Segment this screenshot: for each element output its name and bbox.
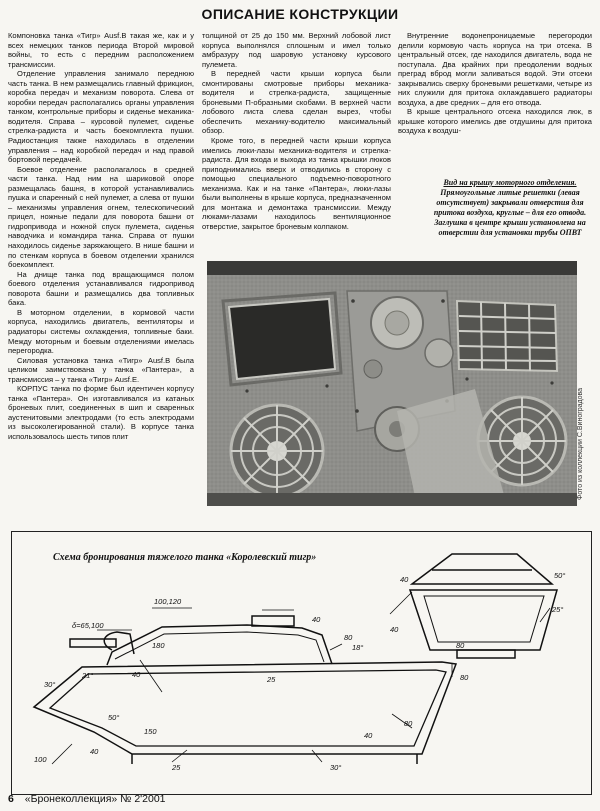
dim-label: 40 [390, 625, 399, 634]
armor-scheme-drawing [12, 532, 593, 796]
engine-deck-photo [207, 261, 577, 506]
paragraph: На днище танка под вращающимся полом боевого отделения устанавливался гидропривод поворота башни и размещались два топливных бака. [8, 269, 194, 308]
dim-label: 100 [34, 755, 47, 764]
photo-caption [430, 178, 590, 238]
engine-deck-illustration [207, 261, 577, 506]
page-number: 6 [8, 793, 14, 805]
dim-label: 30° [330, 763, 342, 772]
rectangular-grille [457, 301, 557, 371]
paragraph: Боевое отделение располагалось в средней части танка. Над ним на шариковой опоре размещалась башня, в которой устанавливались пушка и спаренный с ней пулемет, а слева от пушки – механизмы управления огнем, телескопический прицел, ножные педали для поворота башни от гидропривода и ножной спуск пулемета, сиденья наводчика и командира танка. Справа от пушки находилось сиденье заряжающего. В нише башни и по стенкам корпуса в боевом отделении хранился боекомплект. [8, 164, 194, 270]
dim-label: 40 [364, 731, 373, 740]
paragraph: Компоновка танка «Тигр» Ausf.B такая же, как и у всех немецких танков периода Второй мировой войны, то есть с передним расположением трансмиссии. [8, 31, 194, 69]
scheme-title: Схема бронирования тяжелого танка «Королевский тигр» [53, 552, 317, 563]
dim-label: 150 [144, 727, 157, 736]
dim-label: 25 [267, 675, 276, 684]
paragraph: толщиной от 25 до 150 мм. Верхний лобовой лист корпуса выполнялся сплошным и имел только амбразуру под шаровую установку курсового пулемета. [202, 31, 391, 69]
paragraph: В моторном отделении, в кормовой части корпуса, находились двигатель, вентиляторы и радиаторы системы охлаждения, топливные баки. Между моторным и боевым отделениями имелась перегородка. [8, 307, 194, 356]
paragraph: Внутренние водонепроницаемые перегородки делили кормовую часть корпуса на три отсека. В центральный отсек, где находился двигатель, вода не поступала. Два крайних при преодолении водных преград вброд могли заливаться водой. Эти отсеки закрывались сверху броневыми решетками, четыре из них служили для притока охлаждавшего радиаторы воздуха, а две средних – для его отвода. [398, 31, 592, 107]
section-heading: ОПИСАНИЕ КОНСТРУКЦИИ [201, 6, 399, 22]
journal-title: «Бронеколлекция» № 2'2001 [24, 793, 166, 805]
dim-label: 25 [172, 763, 181, 772]
dim-label: 50° [108, 713, 120, 722]
text-column-3 [398, 31, 592, 136]
armor-scheme [11, 531, 592, 795]
dim-label: 80 [460, 673, 469, 682]
paragraph: Кроме того, в передней части крыши корпуса имелись люки-лазы механика-водителя и стрелка-радиста. Для входа и выхода из танка крышки люков приподнимались вверх и отводились в сторону с помощью специального подъемно-поворотного механизма. Как и на танке «Пантера», люки-лазы были выполнены в крыше корпуса, предназначенном для монтажа и демонтажа трансмиссии. Между люками-лазами находилось вентиляционное отверстие, закрытое броневым колпаком. [202, 136, 391, 231]
dim-label: 80 [456, 641, 465, 650]
paragraph: Отделение управления занимало переднюю часть танка. В нем размещались главный фрикцион, коробка передач и механизм поворота. Слева от коробки передач располагались органы управления танком, контрольные приборы и сиденье механика-водителя. Справа – курсовой пулемет, сиденье стрелка-радиста и часть боекомплекта пушки. Радиостанция также находилась в отделении управления – над коробкой передач и над правой бортовой передачей. [8, 69, 194, 165]
paragraph: Силовая установка танка «Тигр» Ausf.B была целиком заимствована у танка «Пантера», а трансмиссия – у танка «Тигр» Ausf.E. [8, 355, 194, 384]
text-column-1 [8, 31, 194, 442]
paragraph: В крыше центрального отсека находился люк, в крышке которого имелись две отдушины для притока воздуха к воздуш- [398, 107, 592, 136]
page-footer [8, 793, 166, 805]
dim-label: 21° [82, 671, 94, 680]
round-fan-grille-left [231, 405, 323, 497]
dim-label: 40 [400, 575, 409, 584]
dim-label: 80 [344, 633, 353, 642]
turret-front-view [410, 554, 557, 658]
dim-label: 180 [152, 641, 165, 650]
dim-label: 100,120 [154, 597, 182, 606]
dim-label: 18° [352, 643, 364, 652]
dim-label: 25° [552, 605, 564, 614]
paragraph: В передней части крыши корпуса были смонтированы смотровые приборы механика-водителя и стрелка-радиста, защищенные броневыми П-образными скобами. В верхней части лобового листа слева сделан вырез, чтобы обеспечить механику-водителю максимальный обзор. [202, 69, 391, 136]
photo-credit: Фото из коллекции С.Виноградова [577, 387, 584, 500]
dim-label: 80 [404, 719, 413, 728]
paragraph: КОРПУС танка по форме был идентичен корпусу танка «Пантера». Он изготавливался из катаных броневых плит, соединенных в шип и сваренных аустенитовыми электродами (то есть электродами из высоколегированной стали). В корпусе танка использовалось шесть типов плит [8, 384, 194, 441]
caption-body: Прямоугольные литые решетки (левая отсутствует) закрывали отверстия для притока воздуха, круглые – для его отвода. Заглушка в центре крыши установлена на отверстии для установки трубы ОПВТ [433, 188, 587, 237]
dim-label: 40 [90, 747, 99, 756]
dim-label: 30° [44, 680, 56, 689]
hull-outline [34, 616, 456, 764]
text-column-2 [202, 31, 391, 231]
caption-lead: Вид на крышу моторного отделения. [443, 178, 577, 187]
dim-label: δ=65,100 [72, 621, 104, 630]
dim-label: 50° [554, 571, 566, 580]
dim-label: 40 [132, 670, 141, 679]
dim-label: 40 [312, 615, 321, 624]
